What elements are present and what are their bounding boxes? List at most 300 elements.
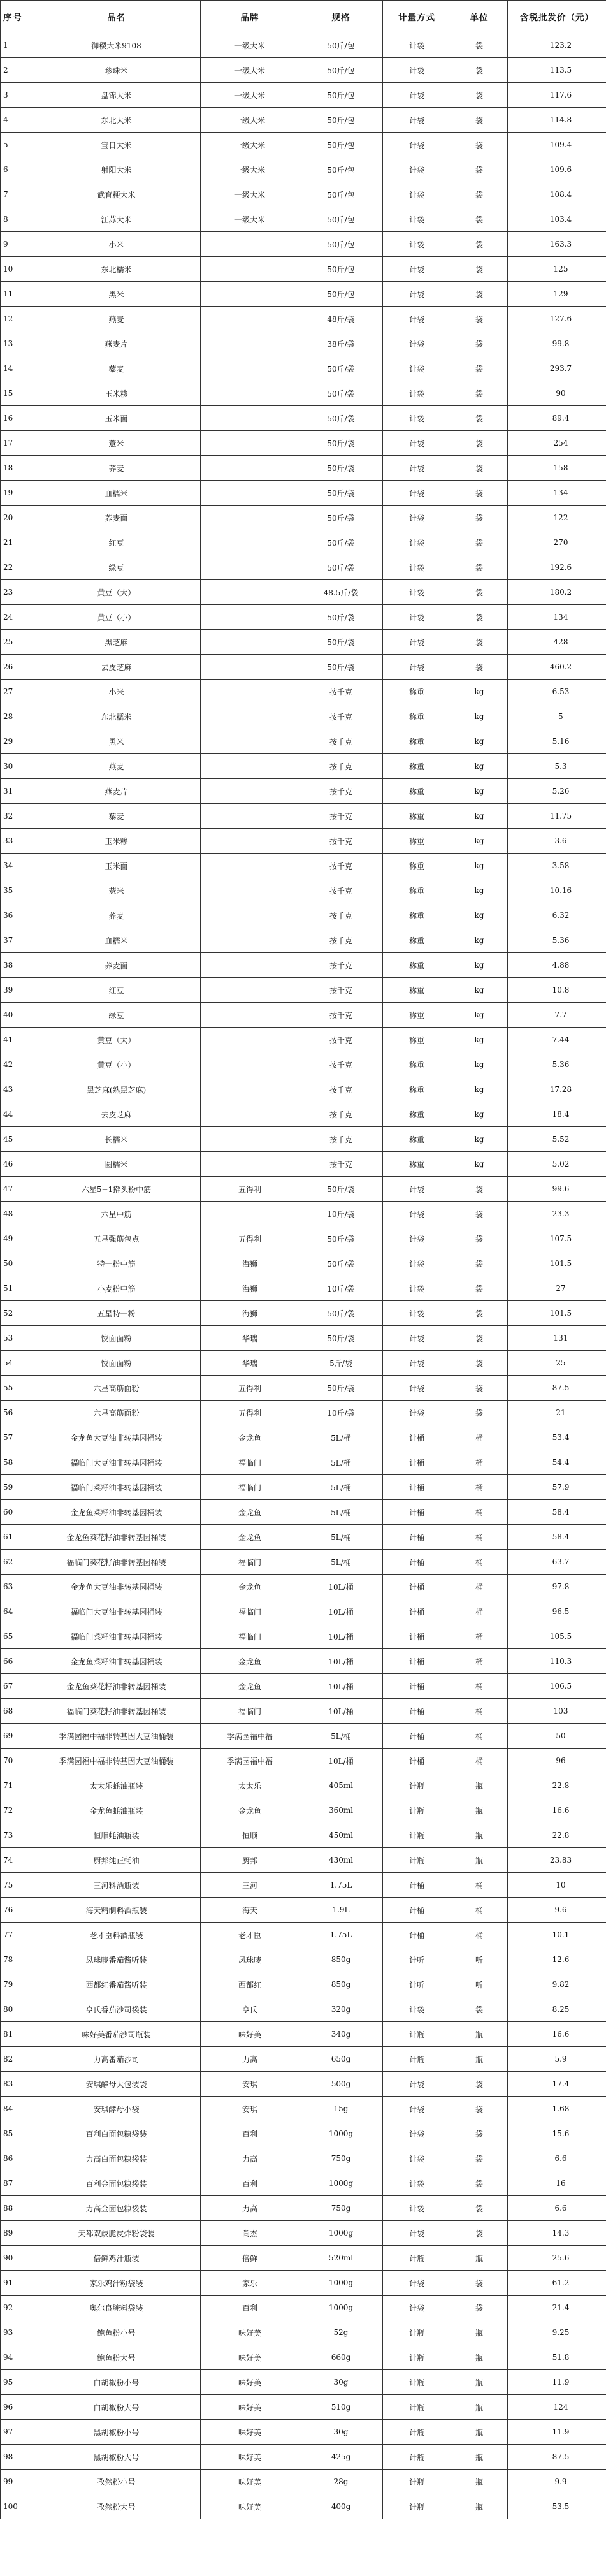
cell-product-name: 荞麦面 xyxy=(32,953,201,978)
cell-product-name: 海天精制料酒瓶装 xyxy=(32,1898,201,1923)
cell-index: 65 xyxy=(1,1624,32,1649)
cell-price: 89.4 xyxy=(508,406,606,431)
cell-product-name: 金龙鱼菜籽油非转基因桶装 xyxy=(32,1649,201,1674)
cell-price: 5.26 xyxy=(508,779,606,804)
cell-spec: 400g xyxy=(299,2494,383,2519)
cell-index: 11 xyxy=(1,282,32,307)
cell-unit: 桶 xyxy=(451,1525,508,1550)
cell-spec: 50斤/包 xyxy=(299,33,383,58)
cell-unit: 桶 xyxy=(451,1450,508,1475)
cell-unit: 袋 xyxy=(451,1401,508,1425)
cell-spec: 405ml xyxy=(299,1773,383,1798)
cell-price: 6.32 xyxy=(508,903,606,928)
cell-spec: 650g xyxy=(299,2047,383,2072)
cell-measure-method: 计袋 xyxy=(383,555,451,580)
cell-index: 13 xyxy=(1,331,32,356)
table-row xyxy=(1,1003,606,1028)
cell-product-name: 小米 xyxy=(32,680,201,704)
cell-brand: 海狮 xyxy=(201,1251,299,1276)
cell-spec: 28g xyxy=(299,2470,383,2494)
cell-unit: 瓶 xyxy=(451,1848,508,1873)
cell-index: 1 xyxy=(1,33,32,58)
cell-brand xyxy=(201,928,299,953)
cell-product-name: 黑芝麻(熟黑芝麻) xyxy=(32,1077,201,1102)
cell-unit: 桶 xyxy=(451,1475,508,1500)
cell-unit: kg xyxy=(451,903,508,928)
cell-product-name: 荞麦 xyxy=(32,456,201,481)
cell-price: 5.16 xyxy=(508,729,606,754)
cell-index: 80 xyxy=(1,1997,32,2022)
cell-index: 73 xyxy=(1,1823,32,1848)
cell-spec: 50斤/袋 xyxy=(299,356,383,381)
table-row xyxy=(1,1450,606,1475)
cell-product-name: 小米 xyxy=(32,232,201,257)
table-row xyxy=(1,1226,606,1251)
cell-brand: 金龙鱼 xyxy=(201,1674,299,1699)
cell-measure-method: 称重 xyxy=(383,1127,451,1152)
cell-index: 79 xyxy=(1,1972,32,1997)
cell-unit: 袋 xyxy=(451,356,508,381)
cell-unit: 袋 xyxy=(451,1251,508,1276)
cell-unit: 袋 xyxy=(451,431,508,456)
cell-price: 96 xyxy=(508,1749,606,1773)
cell-index: 70 xyxy=(1,1749,32,1773)
cell-product-name: 倍鲜鸡汁瓶装 xyxy=(32,2246,201,2271)
cell-index: 76 xyxy=(1,1898,32,1923)
cell-unit: kg xyxy=(451,804,508,829)
cell-product-name: 恒顺蚝油瓶装 xyxy=(32,1823,201,1848)
cell-index: 62 xyxy=(1,1550,32,1575)
cell-price: 109.6 xyxy=(508,157,606,182)
cell-spec: 50斤/包 xyxy=(299,232,383,257)
cell-brand: 五得利 xyxy=(201,1177,299,1202)
cell-product-name: 金龙鱼大豆油非转基因桶装 xyxy=(32,1575,201,1599)
cell-spec: 50斤/包 xyxy=(299,157,383,182)
cell-price: 53.4 xyxy=(508,1425,606,1450)
cell-unit: kg xyxy=(451,680,508,704)
cell-spec: 按千克 xyxy=(299,953,383,978)
cell-spec: 425g xyxy=(299,2445,383,2470)
cell-product-name: 福临门葵花籽油非转基因桶装 xyxy=(32,1699,201,1724)
cell-unit: 袋 xyxy=(451,2171,508,2196)
cell-spec: 50斤/袋 xyxy=(299,605,383,630)
cell-unit: 瓶 xyxy=(451,2320,508,2345)
cell-measure-method: 计袋 xyxy=(383,1326,451,1351)
cell-price: 114.8 xyxy=(508,108,606,133)
cell-product-name: 五星强筋包点 xyxy=(32,1226,201,1251)
cell-index: 4 xyxy=(1,108,32,133)
cell-spec: 10L/桶 xyxy=(299,1575,383,1599)
cell-product-name: 福临门葵花籽油非转基因桶装 xyxy=(32,1550,201,1575)
cell-index: 94 xyxy=(1,2345,32,2370)
cell-measure-method: 计桶 xyxy=(383,1873,451,1898)
cell-index: 38 xyxy=(1,953,32,978)
cell-unit: 袋 xyxy=(451,182,508,207)
cell-spec: 10L/桶 xyxy=(299,1649,383,1674)
cell-price: 103 xyxy=(508,1699,606,1724)
cell-unit: 袋 xyxy=(451,2196,508,2221)
cell-product-name: 亨氏番茄沙司袋装 xyxy=(32,1997,201,2022)
cell-spec: 10斤/袋 xyxy=(299,1401,383,1425)
cell-index: 59 xyxy=(1,1475,32,1500)
cell-price: 5.36 xyxy=(508,1052,606,1077)
cell-brand: 太太乐 xyxy=(201,1773,299,1798)
table-row xyxy=(1,1425,606,1450)
cell-spec: 1000g xyxy=(299,2296,383,2320)
cell-product-name: 鲍鱼粉小号 xyxy=(32,2320,201,2345)
cell-index: 40 xyxy=(1,1003,32,1028)
cell-brand xyxy=(201,878,299,903)
cell-product-name: 安琪酵母小袋 xyxy=(32,2097,201,2121)
table-row xyxy=(1,182,606,207)
cell-spec: 10斤/袋 xyxy=(299,1202,383,1226)
table-body xyxy=(1,33,606,2519)
cell-measure-method: 计袋 xyxy=(383,331,451,356)
cell-brand: 一级大米 xyxy=(201,182,299,207)
cell-measure-method: 计桶 xyxy=(383,1575,451,1599)
cell-unit: 袋 xyxy=(451,605,508,630)
cell-measure-method: 计袋 xyxy=(383,431,451,456)
cell-spec: 50斤/袋 xyxy=(299,1226,383,1251)
cell-brand xyxy=(201,754,299,779)
cell-measure-method: 计袋 xyxy=(383,1226,451,1251)
cell-price: 105.5 xyxy=(508,1624,606,1649)
cell-price: 53.5 xyxy=(508,2494,606,2519)
table-row xyxy=(1,1028,606,1052)
cell-price: 5 xyxy=(508,704,606,729)
cell-unit: 袋 xyxy=(451,580,508,605)
cell-brand: 一级大米 xyxy=(201,108,299,133)
cell-price: 428 xyxy=(508,630,606,655)
cell-spec: 1.75L xyxy=(299,1873,383,1898)
cell-brand: 百利 xyxy=(201,2171,299,2196)
cell-product-name: 射阳大米 xyxy=(32,157,201,182)
cell-index: 5 xyxy=(1,133,32,157)
cell-price: 5.52 xyxy=(508,1127,606,1152)
cell-product-name: 燕麦 xyxy=(32,307,201,331)
cell-price: 127.6 xyxy=(508,307,606,331)
cell-spec: 按千克 xyxy=(299,804,383,829)
cell-index: 48 xyxy=(1,1202,32,1226)
cell-spec: 按千克 xyxy=(299,854,383,878)
cell-brand: 三河 xyxy=(201,1873,299,1898)
cell-price: 6.53 xyxy=(508,680,606,704)
cell-price: 108.4 xyxy=(508,182,606,207)
table-row xyxy=(1,2420,606,2445)
cell-unit: kg xyxy=(451,779,508,804)
cell-product-name: 百利白面包糠袋装 xyxy=(32,2121,201,2146)
table-row xyxy=(1,2370,606,2395)
cell-brand xyxy=(201,530,299,555)
cell-unit: 桶 xyxy=(451,1425,508,1450)
cell-price: 5.02 xyxy=(508,1152,606,1177)
cell-measure-method: 计袋 xyxy=(383,1202,451,1226)
cell-product-name: 黑芝麻 xyxy=(32,630,201,655)
cell-index: 32 xyxy=(1,804,32,829)
cell-measure-method: 计袋 xyxy=(383,481,451,506)
table-row xyxy=(1,2121,606,2146)
cell-brand xyxy=(201,1052,299,1077)
cell-index: 37 xyxy=(1,928,32,953)
cell-spec: 50斤/包 xyxy=(299,182,383,207)
cell-index: 83 xyxy=(1,2072,32,2097)
cell-measure-method: 计袋 xyxy=(383,580,451,605)
table-row xyxy=(1,232,606,257)
cell-measure-method: 计袋 xyxy=(383,2171,451,2196)
cell-unit: 瓶 xyxy=(451,2445,508,2470)
cell-brand: 凤球唛 xyxy=(201,1947,299,1972)
cell-index: 67 xyxy=(1,1674,32,1699)
cell-brand xyxy=(201,1077,299,1102)
cell-brand xyxy=(201,704,299,729)
cell-price: 17.4 xyxy=(508,2072,606,2097)
table-row xyxy=(1,555,606,580)
cell-unit: 瓶 xyxy=(451,1798,508,1823)
cell-spec: 48斤/袋 xyxy=(299,307,383,331)
cell-brand: 福临门 xyxy=(201,1699,299,1724)
cell-product-name: 家乐鸡汁粉袋装 xyxy=(32,2271,201,2296)
cell-brand: 五得利 xyxy=(201,1226,299,1251)
table-row xyxy=(1,903,606,928)
cell-spec: 50斤/包 xyxy=(299,257,383,282)
cell-measure-method: 计瓶 xyxy=(383,1773,451,1798)
cell-price: 124 xyxy=(508,2395,606,2420)
cell-price: 16 xyxy=(508,2171,606,2196)
cell-product-name: 黑米 xyxy=(32,729,201,754)
cell-unit: 袋 xyxy=(451,456,508,481)
cell-product-name: 血糯米 xyxy=(32,928,201,953)
table-row xyxy=(1,157,606,182)
cell-price: 58.4 xyxy=(508,1500,606,1525)
header-spec: 规格 xyxy=(299,1,383,33)
cell-measure-method: 计袋 xyxy=(383,2296,451,2320)
cell-product-name: 季满园福中福非转基因大豆油桶装 xyxy=(32,1749,201,1773)
cell-spec: 按千克 xyxy=(299,1028,383,1052)
cell-brand xyxy=(201,456,299,481)
cell-measure-method: 计瓶 xyxy=(383,2320,451,2345)
cell-spec: 1.9L xyxy=(299,1898,383,1923)
cell-unit: 袋 xyxy=(451,1177,508,1202)
cell-measure-method: 称重 xyxy=(383,704,451,729)
cell-product-name: 老才臣料酒瓶装 xyxy=(32,1923,201,1947)
cell-product-name: 金龙鱼蚝油瓶装 xyxy=(32,1798,201,1823)
cell-spec: 50斤/包 xyxy=(299,133,383,157)
cell-brand xyxy=(201,1003,299,1028)
cell-brand xyxy=(201,729,299,754)
cell-measure-method: 计瓶 xyxy=(383,1798,451,1823)
cell-product-name: 长糯米 xyxy=(32,1127,201,1152)
cell-spec: 按千克 xyxy=(299,680,383,704)
cell-product-name: 去皮芝麻 xyxy=(32,1102,201,1127)
cell-unit: 袋 xyxy=(451,207,508,232)
cell-unit: kg xyxy=(451,729,508,754)
cell-brand: 安琪 xyxy=(201,2072,299,2097)
cell-product-name: 福临门菜籽油非转基因桶装 xyxy=(32,1624,201,1649)
cell-price: 10.8 xyxy=(508,978,606,1003)
table-row xyxy=(1,2072,606,2097)
cell-index: 81 xyxy=(1,2022,32,2047)
cell-product-name: 圆糯米 xyxy=(32,1152,201,1177)
cell-price: 5.36 xyxy=(508,928,606,953)
cell-spec: 按千克 xyxy=(299,729,383,754)
cell-index: 21 xyxy=(1,530,32,555)
table-row xyxy=(1,1773,606,1798)
cell-product-name: 东北糯米 xyxy=(32,704,201,729)
cell-product-name: 绿豆 xyxy=(32,555,201,580)
cell-index: 89 xyxy=(1,2221,32,2246)
cell-measure-method: 计袋 xyxy=(383,2121,451,2146)
cell-brand: 海狮 xyxy=(201,1276,299,1301)
cell-price: 11.9 xyxy=(508,2420,606,2445)
table-row xyxy=(1,1823,606,1848)
cell-index: 7 xyxy=(1,182,32,207)
cell-measure-method: 计袋 xyxy=(383,307,451,331)
cell-unit: 袋 xyxy=(451,1376,508,1401)
cell-spec: 320g xyxy=(299,1997,383,2022)
cell-index: 20 xyxy=(1,506,32,530)
cell-price: 25 xyxy=(508,1351,606,1376)
cell-spec: 按千克 xyxy=(299,903,383,928)
cell-measure-method: 计瓶 xyxy=(383,2047,451,2072)
cell-brand xyxy=(201,431,299,456)
cell-unit: 袋 xyxy=(451,655,508,680)
cell-unit: 袋 xyxy=(451,2097,508,2121)
cell-brand xyxy=(201,779,299,804)
cell-brand xyxy=(201,1028,299,1052)
table-row xyxy=(1,1052,606,1077)
table-row xyxy=(1,307,606,331)
cell-brand: 味好美 xyxy=(201,2320,299,2345)
cell-unit: 瓶 xyxy=(451,1773,508,1798)
cell-price: 125 xyxy=(508,257,606,282)
table-row xyxy=(1,704,606,729)
cell-price: 158 xyxy=(508,456,606,481)
cell-brand xyxy=(201,406,299,431)
cell-spec: 48.5斤/袋 xyxy=(299,580,383,605)
cell-brand: 福临门 xyxy=(201,1450,299,1475)
cell-price: 113.5 xyxy=(508,58,606,83)
cell-brand: 华瑞 xyxy=(201,1326,299,1351)
table-row xyxy=(1,33,606,58)
cell-unit: 桶 xyxy=(451,1674,508,1699)
table-row xyxy=(1,1102,606,1127)
cell-spec: 50斤/袋 xyxy=(299,530,383,555)
cell-price: 134 xyxy=(508,605,606,630)
cell-price: 23.3 xyxy=(508,1202,606,1226)
cell-price: 10.1 xyxy=(508,1923,606,1947)
cell-brand: 金龙鱼 xyxy=(201,1500,299,1525)
cell-spec: 850g xyxy=(299,1947,383,1972)
cell-unit: kg xyxy=(451,854,508,878)
cell-brand xyxy=(201,481,299,506)
cell-price: 123.2 xyxy=(508,33,606,58)
cell-price: 51.8 xyxy=(508,2345,606,2370)
table-row xyxy=(1,1798,606,1823)
cell-product-name: 荞麦面 xyxy=(32,506,201,530)
table-row xyxy=(1,2271,606,2296)
cell-index: 85 xyxy=(1,2121,32,2146)
cell-spec: 10L/桶 xyxy=(299,1699,383,1724)
cell-spec: 340g xyxy=(299,2022,383,2047)
cell-unit: 袋 xyxy=(451,257,508,282)
cell-brand: 一级大米 xyxy=(201,157,299,182)
cell-unit: 袋 xyxy=(451,2072,508,2097)
cell-product-name: 红豆 xyxy=(32,530,201,555)
cell-measure-method: 计瓶 xyxy=(383,2022,451,2047)
cell-brand xyxy=(201,555,299,580)
cell-price: 14.3 xyxy=(508,2221,606,2246)
cell-spec: 500g xyxy=(299,2072,383,2097)
cell-unit: 桶 xyxy=(451,1749,508,1773)
header-row xyxy=(1,1,606,33)
cell-index: 88 xyxy=(1,2196,32,2221)
cell-price: 9.25 xyxy=(508,2320,606,2345)
cell-price: 25.6 xyxy=(508,2246,606,2271)
cell-measure-method: 计袋 xyxy=(383,282,451,307)
cell-index: 77 xyxy=(1,1923,32,1947)
cell-measure-method: 计袋 xyxy=(383,1276,451,1301)
cell-spec: 1000g xyxy=(299,2271,383,2296)
cell-unit: kg xyxy=(451,878,508,903)
cell-measure-method: 计桶 xyxy=(383,1699,451,1724)
table-row xyxy=(1,729,606,754)
cell-measure-method: 计桶 xyxy=(383,1525,451,1550)
cell-spec: 50斤/袋 xyxy=(299,555,383,580)
cell-brand: 金龙鱼 xyxy=(201,1798,299,1823)
cell-measure-method: 计桶 xyxy=(383,1475,451,1500)
cell-price: 63.7 xyxy=(508,1550,606,1575)
table-row xyxy=(1,878,606,903)
table-row xyxy=(1,2296,606,2320)
cell-spec: 按千克 xyxy=(299,1003,383,1028)
cell-unit: 袋 xyxy=(451,2221,508,2246)
cell-unit: 袋 xyxy=(451,1997,508,2022)
cell-index: 35 xyxy=(1,878,32,903)
table-row xyxy=(1,1276,606,1301)
cell-price: 9.9 xyxy=(508,2470,606,2494)
header-unit: 单位 xyxy=(451,1,508,33)
cell-price: 7.7 xyxy=(508,1003,606,1028)
cell-index: 68 xyxy=(1,1699,32,1724)
cell-measure-method: 称重 xyxy=(383,1028,451,1052)
cell-spec: 510g xyxy=(299,2395,383,2420)
table-row xyxy=(1,2320,606,2345)
cell-unit: kg xyxy=(451,928,508,953)
cell-index: 26 xyxy=(1,655,32,680)
cell-brand xyxy=(201,580,299,605)
cell-measure-method: 计袋 xyxy=(383,207,451,232)
table-row xyxy=(1,804,606,829)
table-row xyxy=(1,1301,606,1326)
cell-unit: kg xyxy=(451,1152,508,1177)
cell-measure-method: 计瓶 xyxy=(383,2345,451,2370)
cell-brand: 味好美 xyxy=(201,2420,299,2445)
cell-measure-method: 计瓶 xyxy=(383,2445,451,2470)
cell-spec: 5斤/袋 xyxy=(299,1351,383,1376)
cell-unit: 瓶 xyxy=(451,2047,508,2072)
cell-price: 90 xyxy=(508,381,606,406)
cell-brand: 力高 xyxy=(201,2146,299,2171)
cell-index: 57 xyxy=(1,1425,32,1450)
table-row xyxy=(1,282,606,307)
cell-measure-method: 称重 xyxy=(383,754,451,779)
cell-unit: 袋 xyxy=(451,1351,508,1376)
cell-unit: 瓶 xyxy=(451,2494,508,2519)
cell-unit: 袋 xyxy=(451,2121,508,2146)
cell-measure-method: 计袋 xyxy=(383,2146,451,2171)
cell-spec: 50斤/袋 xyxy=(299,1251,383,1276)
cell-measure-method: 计袋 xyxy=(383,232,451,257)
